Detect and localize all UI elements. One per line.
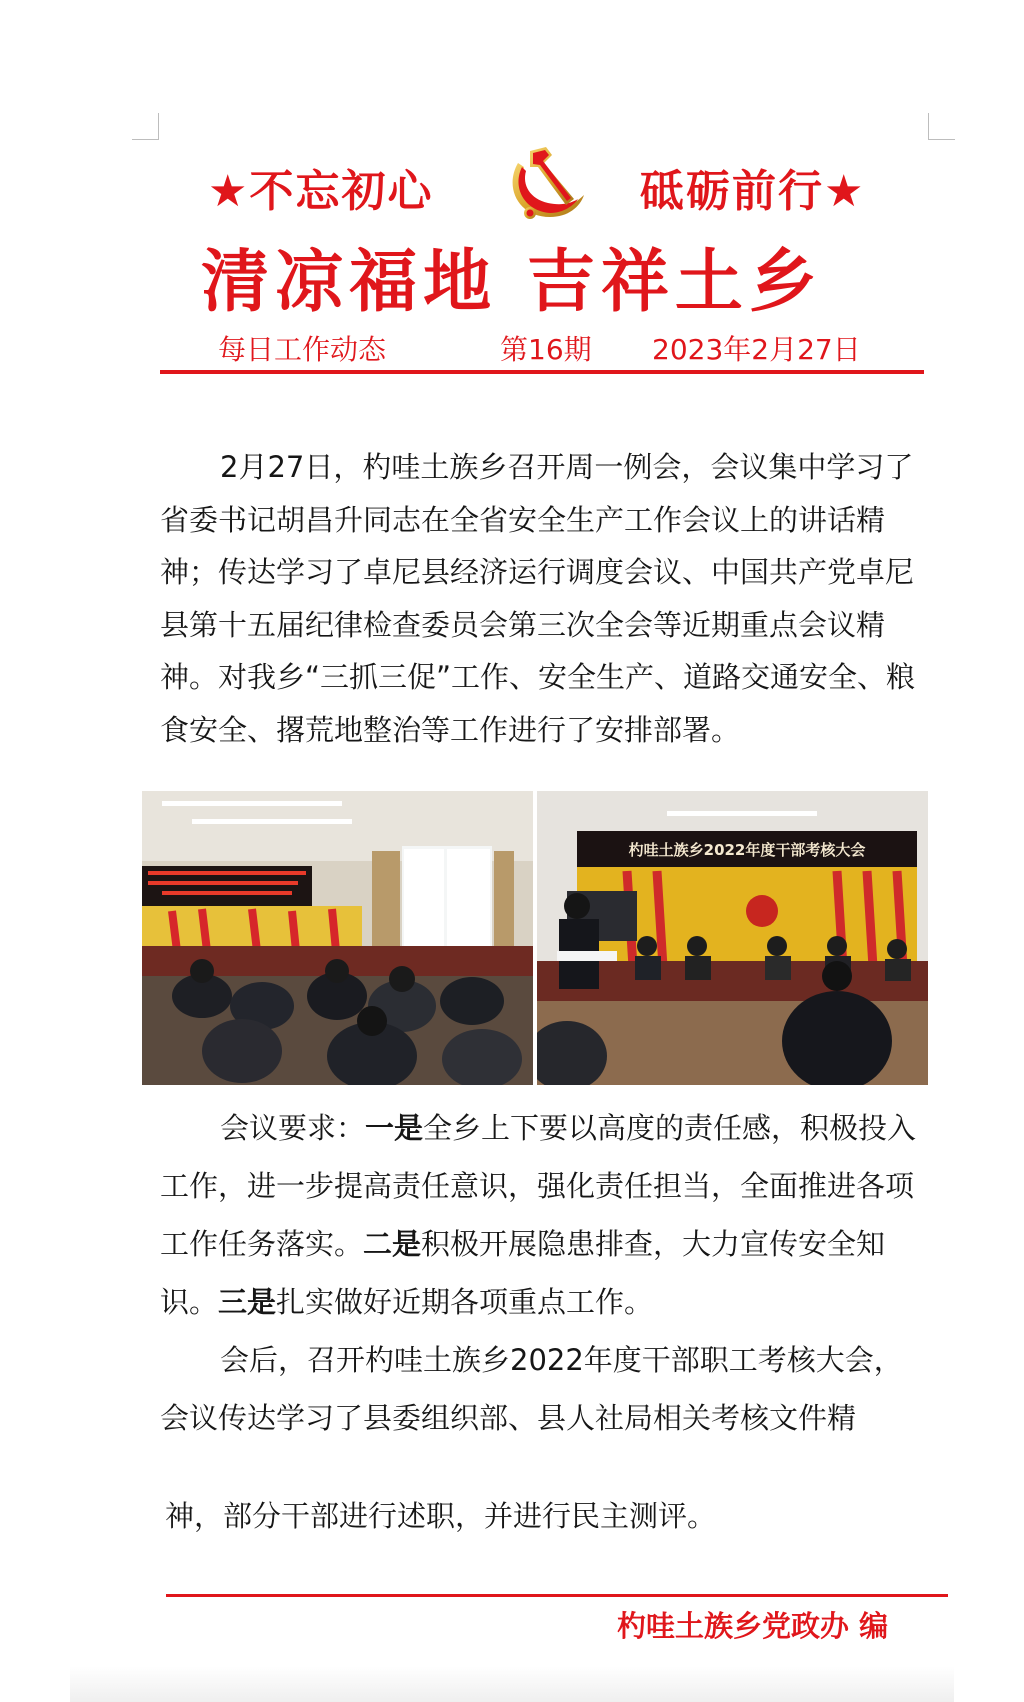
requirement-one-text: 全乡上下要以高度的责任感，积极投入工作，进一步提高责任意识，强化责任担当，全面推进各项工作任务落实。 — [160, 1111, 917, 1261]
paragraph-3-text: 会后，召开杓哇土族乡2022年度干部职工考核大会，会议传达学习了县委组织部、县人社局相关考核文件精 — [160, 1343, 903, 1435]
hammer-sickle-icon — [500, 143, 590, 225]
paragraph-meeting-requirements — [160, 1099, 930, 1331]
issue-date: 2023年2月27日 — [652, 333, 861, 366]
paragraph-4-text: 神，部分干部进行述职，并进行民主测评。 — [165, 1499, 717, 1533]
meeting-photo-left — [142, 791, 533, 1085]
photo-banner-text: 杓哇土族乡2022年度干部考核大会 — [628, 841, 866, 859]
editor-signature: 杓哇土族乡党政办 编 — [617, 1609, 889, 1643]
main-title: 清凉福地 吉祥土乡 — [201, 243, 823, 322]
paragraph-1-text: 2月27日，杓哇土族乡召开周一例会，会议集中学习了省委书记胡昌升同志在全省安全生产工作会议上的讲话精神；传达学习了卓尼县经济运行调度会议、中国共产党卓尼县第十五届纪律检查委员会第三次全会等近期重点会议精神。对我乡“三抓三促”工作、安全生产、道路交通安全、粮食安全、撂荒地整治等工作进行了安排部署。 — [160, 450, 916, 747]
header-divider — [160, 370, 924, 374]
requirement-three-keyword: 三是 — [218, 1285, 277, 1319]
paragraph-meeting-summary — [160, 441, 930, 756]
paragraph-assessment-continued — [165, 1487, 935, 1545]
crop-mark-top-left — [132, 113, 159, 140]
page-bottom-shadow — [70, 1666, 954, 1702]
bulletin-name: 每日工作动态 — [218, 333, 387, 366]
requirements-intro: 会议要求： — [220, 1111, 366, 1145]
meeting-photo-right — [537, 791, 928, 1085]
footer-divider — [166, 1594, 948, 1597]
requirement-three-text: 扎实做好近期各项重点工作。 — [276, 1285, 654, 1319]
requirement-two-keyword: 二是 — [363, 1227, 422, 1261]
slogan-left: ★不忘初心 — [208, 166, 434, 217]
requirement-one-keyword: 一是 — [365, 1111, 424, 1145]
paragraph-assessment-meeting — [160, 1331, 930, 1447]
issue-number: 第16期 — [500, 333, 592, 366]
crop-mark-top-right — [928, 113, 955, 140]
slogan-right: 砥砺前行★ — [640, 166, 866, 217]
requirement-two-text: 积极开展隐患排查，大力宣传安全知识。 — [160, 1227, 886, 1319]
